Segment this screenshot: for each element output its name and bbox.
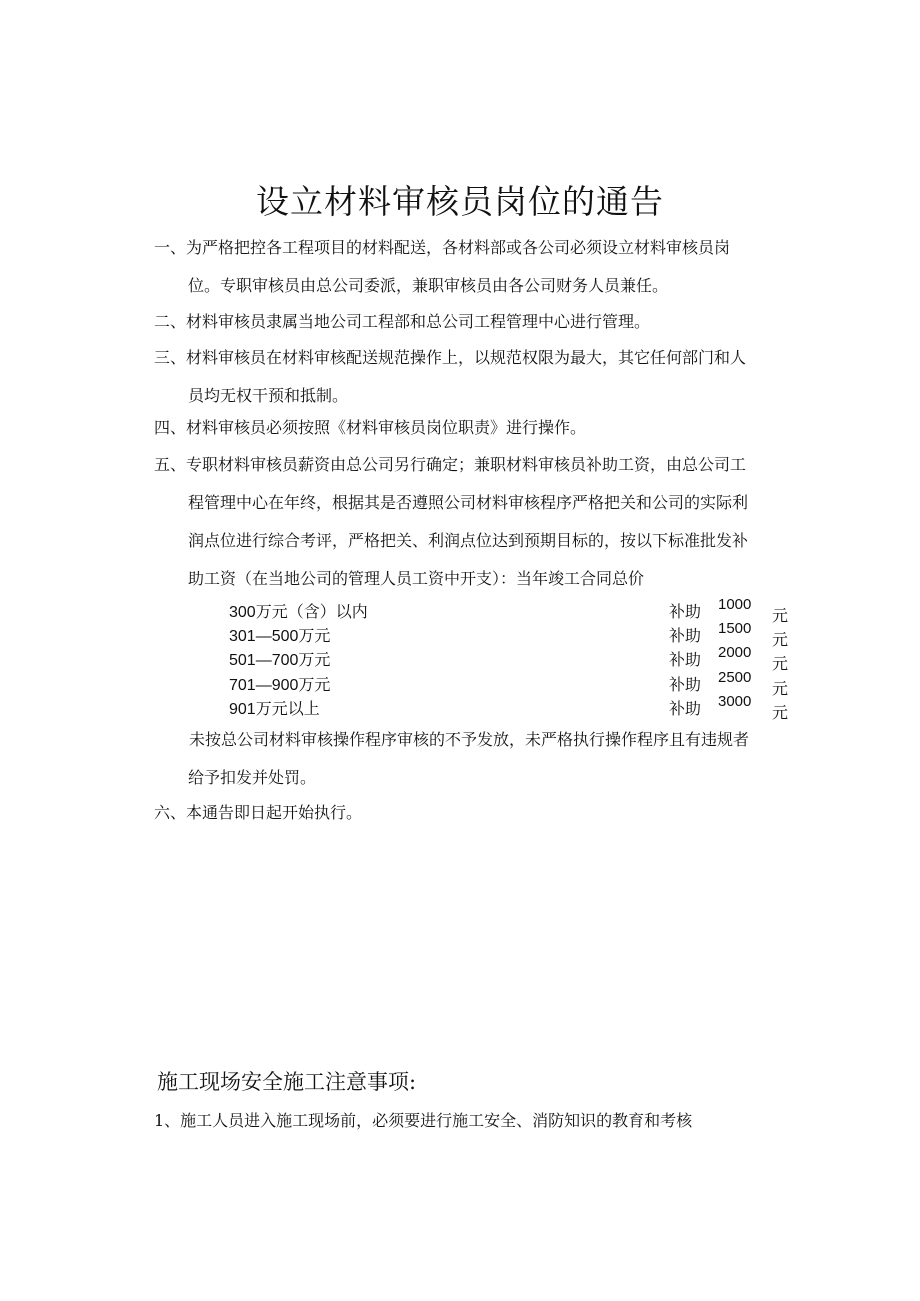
notice-item-3-line-1: 三、材料审核员在材料审核配送规范操作上，以规范权限为最大，其它任何部门和人 <box>154 348 747 367</box>
tier-range <box>229 672 330 695</box>
tier-range-unit: 万元 <box>298 675 331 694</box>
tier-range-number: 501—700 <box>229 652 299 669</box>
tier-amount: 3000 <box>718 693 752 710</box>
notice-item-4-line-1: 四、材料审核员必须按照《材料审核员岗位职责》进行操作。 <box>154 418 587 437</box>
penalty-note <box>189 721 799 797</box>
tier-range-number: 300 <box>229 604 256 621</box>
notice-item-5-line-3: 润点位进行综合考评，严格把关、利润点位达到预期目标的，按以下标准批发补 <box>188 531 749 550</box>
tier-range <box>229 696 320 719</box>
tier-range-unit: 万元（含）以内 <box>255 602 368 621</box>
tier-unit: 元 <box>772 679 789 698</box>
penalty-note-line-1: 未按总公司材料审核操作程序审核的不予发放，未严格执行操作程序且有违规者 <box>189 730 750 749</box>
notice-item-5 <box>154 446 794 598</box>
subsidy-tier-3 <box>229 644 799 673</box>
tier-unit: 元 <box>772 654 789 673</box>
tier-range-unit: 万元 <box>298 626 331 645</box>
notice-title: 设立材料审核员岗位的通告 <box>256 182 664 222</box>
tier-label: 补助 <box>669 675 702 694</box>
tier-range-number: 901 <box>229 701 256 718</box>
notice-item-6 <box>154 794 794 832</box>
tier-range-number: 701—900 <box>229 677 299 694</box>
tier-unit: 元 <box>772 703 789 722</box>
tier-label: 补助 <box>669 650 702 669</box>
tier-range <box>229 647 330 670</box>
notice-item-5-line-2: 程管理中心在年终，根据其是否遵照公司材料审核程序严格把关和公司的实际利 <box>188 493 749 512</box>
tier-label: 补助 <box>669 602 702 621</box>
tier-range <box>229 599 368 622</box>
tier-amount: 1000 <box>718 596 752 613</box>
penalty-note-line-2: 给予扣发并处罚。 <box>188 768 317 787</box>
tier-range <box>229 623 330 646</box>
tier-label: 补助 <box>669 626 702 645</box>
tier-amount: 1500 <box>718 620 752 637</box>
subsidy-tier-2 <box>229 620 799 649</box>
tier-amount: 2500 <box>718 669 752 686</box>
notice-item-4 <box>154 409 794 447</box>
subsidy-tier-4 <box>229 669 799 698</box>
safety-section-title: 施工现场安全施工注意事项: <box>157 1070 417 1094</box>
tier-range-number: 301—500 <box>229 628 299 645</box>
subsidy-tier-5 <box>229 693 799 722</box>
notice-item-3-line-2: 员均无权干预和抵制。 <box>188 386 349 405</box>
tier-range-unit: 万元以上 <box>255 699 320 718</box>
tier-label: 补助 <box>669 699 702 718</box>
notice-item-2 <box>154 303 794 341</box>
notice-item-6-line-1: 六、本通告即日起开始执行。 <box>154 803 363 822</box>
subsidy-tier-1 <box>229 596 799 625</box>
notice-item-5-line-4: 助工资（在当地公司的管理人员工资中开支）：当年竣工合同总价 <box>188 569 645 588</box>
tier-range-unit: 万元 <box>298 650 331 669</box>
notice-item-5-line-1: 五、专职材料审核员薪资由总公司另行确定；兼职材料审核员补助工资，由总公司工 <box>154 455 747 474</box>
safety-note-1: 1、施工人员进入施工现场前，必须要进行施工安全、消防知识的教育和考核 <box>154 1111 693 1130</box>
notice-item-2-line-1: 二、材料审核员隶属当地公司工程部和总公司工程管理中心进行管理。 <box>154 312 651 331</box>
tier-unit: 元 <box>772 630 789 649</box>
notice-item-1-line-2: 位。专职审核员由总公司委派，兼职审核员由各公司财务人员兼任。 <box>188 276 669 295</box>
notice-item-1-line-1: 一、为严格把控各工程项目的材料配送，各材料部或各公司必须设立材料审核员岗 <box>154 238 731 257</box>
notice-item-3 <box>154 339 794 415</box>
notice-item-1 <box>154 229 794 305</box>
tier-unit: 元 <box>772 606 789 625</box>
tier-amount: 2000 <box>718 644 752 661</box>
